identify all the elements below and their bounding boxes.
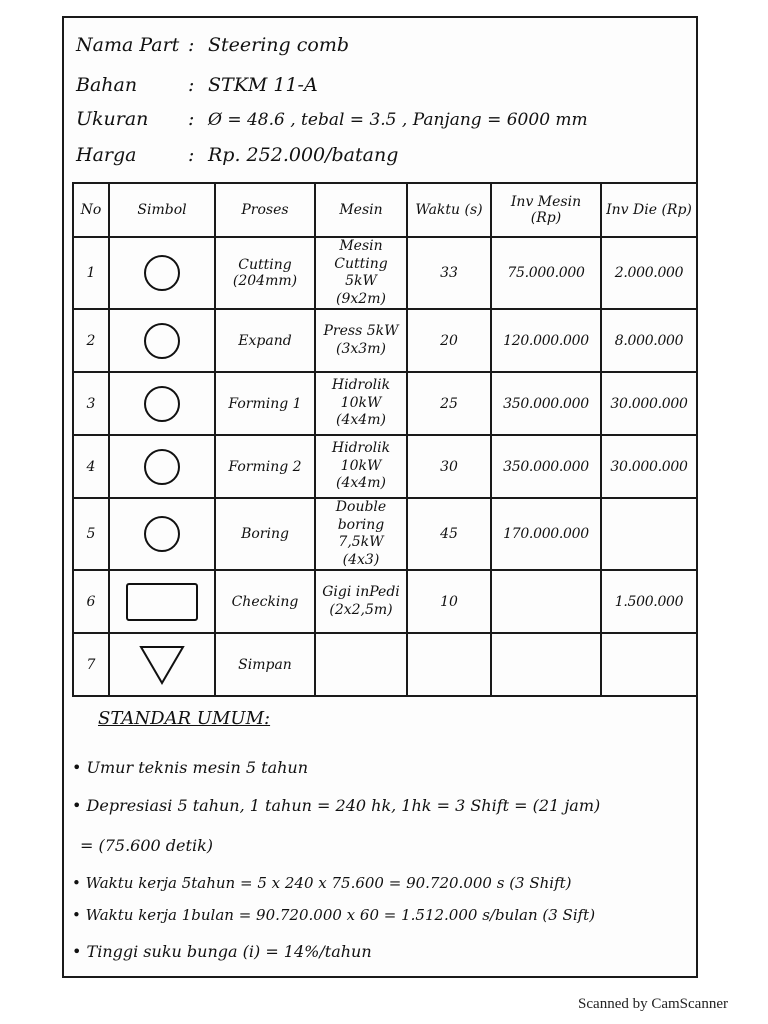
col-header-simbol: Simbol: [109, 183, 215, 237]
cell-no: 6: [73, 570, 109, 633]
price-label: Harga: [76, 144, 137, 166]
table-row: [73, 570, 697, 633]
cell-symbol: [109, 435, 215, 498]
inspection-rectangle-icon: [124, 580, 200, 624]
cell-symbol: [109, 633, 215, 696]
cell-inv-mesin: 75.000.000: [491, 237, 601, 309]
cell-proses: Forming 1: [215, 372, 315, 435]
part-name-row: [76, 34, 349, 56]
col-header-no: No: [73, 183, 109, 237]
cell-mesin: Hidrolik 10kW (4x4m): [315, 372, 407, 435]
cell-no: 4: [73, 435, 109, 498]
cell-waktu: 20: [407, 309, 491, 372]
table-row: [73, 498, 697, 570]
operation-circle-icon: [142, 321, 182, 361]
col-header-inv-mesin: Inv Mesin (Rp): [491, 183, 601, 237]
cell-mesin: Gigi inPedi (2x2,5m): [315, 570, 407, 633]
cell-inv-die: 8.000.000: [601, 309, 697, 372]
operation-circle-icon: [142, 514, 182, 554]
table-row: [73, 309, 697, 372]
size-value: Ø = 48.6 , tebal = 3.5 , Panjang = 6000 mm: [208, 110, 588, 130]
cell-mesin: Double boring 7,5kW (4x3): [315, 498, 407, 570]
col-header-inv-die: Inv Die (Rp): [601, 183, 697, 237]
cell-proses: Expand: [215, 309, 315, 372]
cell-proses: Checking: [215, 570, 315, 633]
cell-inv-die: 2.000.000: [601, 237, 697, 309]
price-row: [76, 144, 398, 166]
cell-symbol: [109, 372, 215, 435]
table-row: [73, 435, 697, 498]
table-row: [73, 633, 697, 696]
cell-waktu: 45: [407, 498, 491, 570]
colon: :: [188, 108, 195, 130]
cell-proses: Simpan: [215, 633, 315, 696]
material-row: [76, 74, 318, 96]
standard-item: = (75.600 detik): [80, 836, 213, 855]
cell-inv-die: [601, 498, 697, 570]
standard-item: • Tinggi suku bunga (i) = 14%/tahun: [72, 942, 372, 961]
part-name-value: Steering comb: [208, 34, 349, 56]
cell-inv-die: 1.500.000: [601, 570, 697, 633]
cell-proses: Cutting (204mm): [215, 237, 315, 309]
cell-inv-die: 30.000.000: [601, 372, 697, 435]
cell-proses: Boring: [215, 498, 315, 570]
process-table: [72, 182, 698, 697]
cell-proses: Forming 2: [215, 435, 315, 498]
standard-item: • Waktu kerja 5tahun = 5 x 240 x 75.600 = 90.720.000 s (3 Shift): [72, 874, 572, 892]
material-label: Bahan: [76, 74, 138, 96]
table-row: [73, 237, 697, 309]
standard-item: • Depresiasi 5 tahun, 1 tahun = 240 hk, 1hk = 3 Shift = (21 jam): [72, 796, 601, 815]
document-sheet: [62, 16, 698, 978]
cell-mesin: [315, 633, 407, 696]
material-value: STKM 11-A: [208, 74, 318, 96]
colon: :: [188, 144, 195, 166]
cell-inv-mesin: 350.000.000: [491, 435, 601, 498]
scanner-watermark: Scanned by CamScanner: [578, 996, 728, 1012]
cell-inv-die: [601, 633, 697, 696]
cell-waktu: 33: [407, 237, 491, 309]
colon: :: [188, 74, 195, 96]
col-header-waktu: Waktu (s): [407, 183, 491, 237]
cell-inv-mesin: [491, 633, 601, 696]
cell-no: 2: [73, 309, 109, 372]
standard-item: • Waktu kerja 1bulan = 90.720.000 x 60 = 1.512.000 s/bulan (3 Sift): [72, 906, 596, 924]
size-label: Ukuran: [76, 108, 149, 130]
operation-circle-icon: [142, 253, 182, 293]
size-row: [76, 108, 588, 130]
storage-triangle-icon: [137, 643, 187, 687]
standard-title: STANDAR UMUM:: [98, 708, 271, 729]
cell-waktu: 25: [407, 372, 491, 435]
cell-mesin: Mesin Cutting 5kW (9x2m): [315, 237, 407, 309]
cell-inv-mesin: [491, 570, 601, 633]
cell-no: 1: [73, 237, 109, 309]
cell-waktu: [407, 633, 491, 696]
cell-no: 5: [73, 498, 109, 570]
col-header-proses: Proses: [215, 183, 315, 237]
cell-inv-mesin: 120.000.000: [491, 309, 601, 372]
operation-circle-icon: [142, 447, 182, 487]
cell-symbol: [109, 237, 215, 309]
cell-symbol: [109, 570, 215, 633]
cell-symbol: [109, 498, 215, 570]
cell-symbol: [109, 309, 215, 372]
cell-waktu: 30: [407, 435, 491, 498]
cell-inv-mesin: 350.000.000: [491, 372, 601, 435]
col-header-mesin: Mesin: [315, 183, 407, 237]
cell-no: 7: [73, 633, 109, 696]
part-name-label: Nama Part: [76, 34, 180, 56]
standard-item: • Umur teknis mesin 5 tahun: [72, 758, 309, 777]
operation-circle-icon: [142, 384, 182, 424]
table-row: [73, 372, 697, 435]
cell-inv-die: 30.000.000: [601, 435, 697, 498]
table-header-row: [73, 183, 697, 237]
cell-inv-mesin: 170.000.000: [491, 498, 601, 570]
cell-mesin: Hidrolik 10kW (4x4m): [315, 435, 407, 498]
cell-no: 3: [73, 372, 109, 435]
price-value: Rp. 252.000/batang: [208, 144, 399, 166]
cell-mesin: Press 5kW (3x3m): [315, 309, 407, 372]
cell-waktu: 10: [407, 570, 491, 633]
colon: :: [188, 34, 195, 56]
